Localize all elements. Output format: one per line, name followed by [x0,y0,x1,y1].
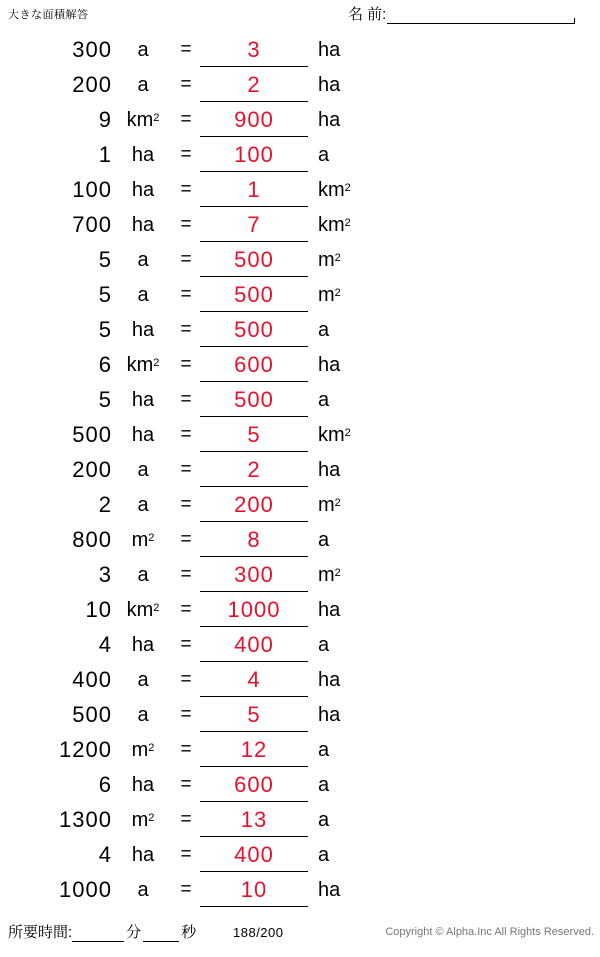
problem-unit [114,107,172,133]
problem-unit [114,737,172,763]
seconds-unit-label: 秒 [181,924,197,941]
problem-row [0,387,600,422]
answer-unit [308,247,378,273]
equals-sign: = [180,529,192,550]
answer-unit-text: a [318,529,330,551]
problem-unit [114,72,172,98]
answer-field[interactable]: 600 [200,352,308,382]
answer-unit [308,737,378,763]
equals-sign: = [180,879,192,900]
problem-value: 500 [72,702,112,727]
problem-unit-superscript: 2 [148,812,155,824]
problem-unit [114,37,172,63]
answer-unit-text: m [318,284,335,306]
answer-unit [308,562,378,588]
answer-unit [308,667,378,693]
answer-unit [308,632,378,658]
elapsed-time-label: 所要時間: [8,924,73,941]
minutes-unit-label: 分 [126,924,142,941]
equals-sign: = [180,564,192,585]
problem-unit [114,807,172,833]
answer-field[interactable]: 5 [200,702,308,732]
problem-unit-superscript: 2 [153,602,160,614]
problem-unit-text: km [126,109,154,131]
equals-sign: = [180,249,192,270]
answer-unit-text: a [318,389,330,411]
problem-unit-superscript: 2 [148,532,155,544]
answer-field[interactable]: 13 [200,807,308,837]
answer-unit [308,492,378,518]
answer-field[interactable]: 1000 [200,597,308,627]
problem-unit [114,772,172,798]
problem-unit-text: a [137,284,149,306]
problem-unit-text: ha [131,389,155,411]
answer-field[interactable]: 400 [200,632,308,662]
answer-unit [308,877,378,903]
problem-row [0,492,600,527]
problem-unit [114,177,172,203]
problem-unit [114,632,172,658]
answer-unit-text: ha [318,354,341,376]
problem-unit [114,702,172,728]
equals-sign: = [180,739,192,760]
equals-sign: = [180,179,192,200]
problem-value: 100 [72,177,112,202]
seconds-input-line[interactable] [143,923,179,942]
problem-unit [114,317,172,343]
problem-value: 800 [72,527,112,552]
answer-unit-text: ha [318,39,341,61]
problem-row [0,527,600,562]
problem-value: 6 [98,772,112,797]
answer-unit [308,457,378,483]
equals-sign: = [180,354,192,375]
answer-field[interactable]: 8 [200,527,308,557]
problem-row [0,352,600,387]
problem-unit [114,597,172,623]
problem-value: 1300 [59,807,112,832]
problem-row [0,772,600,807]
problem-unit-text: a [137,669,149,691]
problem-unit-text: m [131,739,149,761]
problem-row [0,457,600,492]
answer-unit-text: ha [318,459,341,481]
problem-row [0,247,600,282]
page-title: 大きな面積解答 [8,9,89,21]
answer-unit [308,282,378,308]
problem-value: 500 [72,422,112,447]
answer-field[interactable]: 7 [200,212,308,242]
problem-unit [114,877,172,903]
problem-unit [114,842,172,868]
problem-unit-text: a [137,74,149,96]
problem-value: 5 [98,317,112,342]
name-label: 名 前: [348,6,387,23]
problem-row [0,702,600,737]
answer-field[interactable]: 500 [200,282,308,312]
problem-unit [114,387,172,413]
name-input-line[interactable] [387,6,575,24]
problem-unit-text: a [137,39,149,61]
equals-sign: = [180,74,192,95]
problem-row [0,317,600,352]
score-value: 188/200 [233,925,284,940]
answer-unit-superscript: 2 [334,567,341,579]
answer-field[interactable]: 600 [200,772,308,802]
answer-unit-text: a [318,844,330,866]
problem-value: 4 [98,842,112,867]
answer-unit-text: km [318,214,345,236]
problem-unit-text: a [137,704,149,726]
problem-value: 3 [98,562,112,587]
problem-list [0,37,600,912]
answer-field[interactable]: 2 [200,72,308,102]
problem-value: 5 [98,387,112,412]
problem-value: 5 [98,282,112,307]
answer-unit-text: a [318,809,330,831]
problem-value: 200 [72,72,112,97]
problem-row [0,632,600,667]
equals-sign: = [180,774,192,795]
answer-unit-text: km [318,424,345,446]
answer-field[interactable]: 400 [200,842,308,872]
answer-field[interactable]: 5 [200,422,308,452]
answer-unit-text: a [318,319,330,341]
answer-field[interactable]: 100 [200,142,308,172]
answer-field[interactable]: 900 [200,107,308,137]
answer-unit [308,107,378,133]
problem-unit-text: ha [131,774,155,796]
answer-field[interactable]: 1 [200,177,308,207]
answer-unit [308,842,378,868]
answer-unit-text: ha [318,704,341,726]
copyright-notice: Copyright © Alpha.Inc All Rights Reserved. [385,926,594,938]
equals-sign: = [180,669,192,690]
problem-value: 2 [98,492,112,517]
answer-unit [308,702,378,728]
answer-unit-superscript: 2 [334,252,341,264]
problem-row [0,562,600,597]
answer-unit-superscript: 2 [334,287,341,299]
answer-field[interactable]: 200 [200,492,308,522]
problem-unit [114,667,172,693]
problem-unit-text: m [131,809,149,831]
problem-unit-text: ha [131,319,155,341]
problem-row [0,422,600,457]
answer-field[interactable]: 4 [200,667,308,697]
answer-unit-text: ha [318,669,341,691]
problem-unit [114,492,172,518]
problem-unit-text: ha [131,844,155,866]
problem-unit-text: ha [131,424,155,446]
problem-value: 1000 [59,877,112,902]
answer-unit [308,72,378,98]
answer-unit-text: ha [318,109,341,131]
answer-unit-text: m [318,494,335,516]
problem-row [0,72,600,107]
answer-unit-superscript: 2 [344,427,351,439]
problem-row [0,177,600,212]
answer-field[interactable]: 2 [200,457,308,487]
answer-unit [308,387,378,413]
problem-row [0,667,600,702]
equals-sign: = [180,459,192,480]
equals-sign: = [180,844,192,865]
problem-value: 9 [98,107,112,132]
answer-unit [308,177,378,203]
answer-unit [308,142,378,168]
answer-unit-superscript: 2 [344,182,351,194]
problem-unit [114,142,172,168]
answer-field[interactable]: 500 [200,317,308,347]
problem-value: 700 [72,212,112,237]
answer-unit-text: a [318,634,330,656]
page-footer [0,921,600,949]
equals-sign: = [180,389,192,410]
problem-unit [114,247,172,273]
answer-field[interactable]: 500 [200,247,308,277]
problem-unit-superscript: 2 [153,357,160,369]
problem-unit [114,562,172,588]
answer-unit [308,527,378,553]
answer-unit [308,772,378,798]
answer-unit-text: a [318,144,330,166]
problem-value: 300 [72,37,112,62]
equals-sign: = [180,809,192,830]
problem-row [0,807,600,842]
problem-row [0,877,600,912]
problem-unit-text: a [137,249,149,271]
answer-unit-text: ha [318,74,341,96]
answer-unit-text: ha [318,599,341,621]
answer-unit-text: km [318,179,345,201]
answer-unit [308,807,378,833]
answer-field[interactable]: 12 [200,737,308,767]
problem-unit-superscript: 2 [153,112,160,124]
answer-unit-text: a [318,774,330,796]
answer-unit [308,352,378,378]
problem-value: 400 [72,667,112,692]
answer-field[interactable]: 500 [200,387,308,417]
name-field-block [348,3,575,24]
problem-unit-text: ha [131,179,155,201]
problem-unit-text: a [137,879,149,901]
equals-sign: = [180,494,192,515]
answer-unit [308,37,378,63]
problem-value: 4 [98,632,112,657]
equals-sign: = [180,424,192,445]
problem-unit [114,422,172,448]
equals-sign: = [180,109,192,130]
answer-unit [308,597,378,623]
problem-value: 200 [72,457,112,482]
problem-unit-text: m [131,529,149,551]
problem-unit-text: km [126,599,154,621]
elapsed-time-block [8,921,198,942]
problem-value: 1200 [59,737,112,762]
name-line-end-tick [574,18,575,24]
answer-unit-superscript: 2 [334,497,341,509]
problem-unit-text: km [126,354,154,376]
problem-row [0,107,600,142]
problem-unit-text: a [137,494,149,516]
answer-field[interactable]: 10 [200,877,308,907]
problem-unit [114,352,172,378]
answer-unit [308,422,378,448]
minutes-input-line[interactable] [72,923,124,942]
equals-sign: = [180,284,192,305]
problem-unit [114,527,172,553]
problem-unit [114,457,172,483]
equals-sign: = [180,704,192,725]
problem-row [0,37,600,72]
answer-unit [308,317,378,343]
answer-field[interactable]: 3 [200,37,308,67]
problem-row [0,737,600,772]
problem-row [0,142,600,177]
problem-unit-text: a [137,564,149,586]
problem-value: 10 [85,597,112,622]
problem-unit-text: ha [131,634,155,656]
problem-unit [114,212,172,238]
equals-sign: = [180,599,192,620]
problem-value: 5 [98,247,112,272]
problem-row [0,212,600,247]
problem-row [0,842,600,877]
problem-unit-text: a [137,459,149,481]
equals-sign: = [180,39,192,60]
answer-unit-text: m [318,249,335,271]
equals-sign: = [180,634,192,655]
answer-unit-text: m [318,564,335,586]
answer-unit-superscript: 2 [344,217,351,229]
answer-unit-text: a [318,739,330,761]
equals-sign: = [180,319,192,340]
problem-value: 6 [98,352,112,377]
problem-row [0,597,600,632]
answer-unit-text: ha [318,879,341,901]
equals-sign: = [180,214,192,235]
problem-unit [114,282,172,308]
answer-field[interactable]: 300 [200,562,308,592]
problem-unit-text: ha [131,214,155,236]
problem-value: 1 [98,142,112,167]
problem-unit-text: ha [131,144,155,166]
problem-row [0,282,600,317]
page-header [0,0,600,34]
problem-unit-superscript: 2 [148,742,155,754]
answer-unit [308,212,378,238]
equals-sign: = [180,144,192,165]
